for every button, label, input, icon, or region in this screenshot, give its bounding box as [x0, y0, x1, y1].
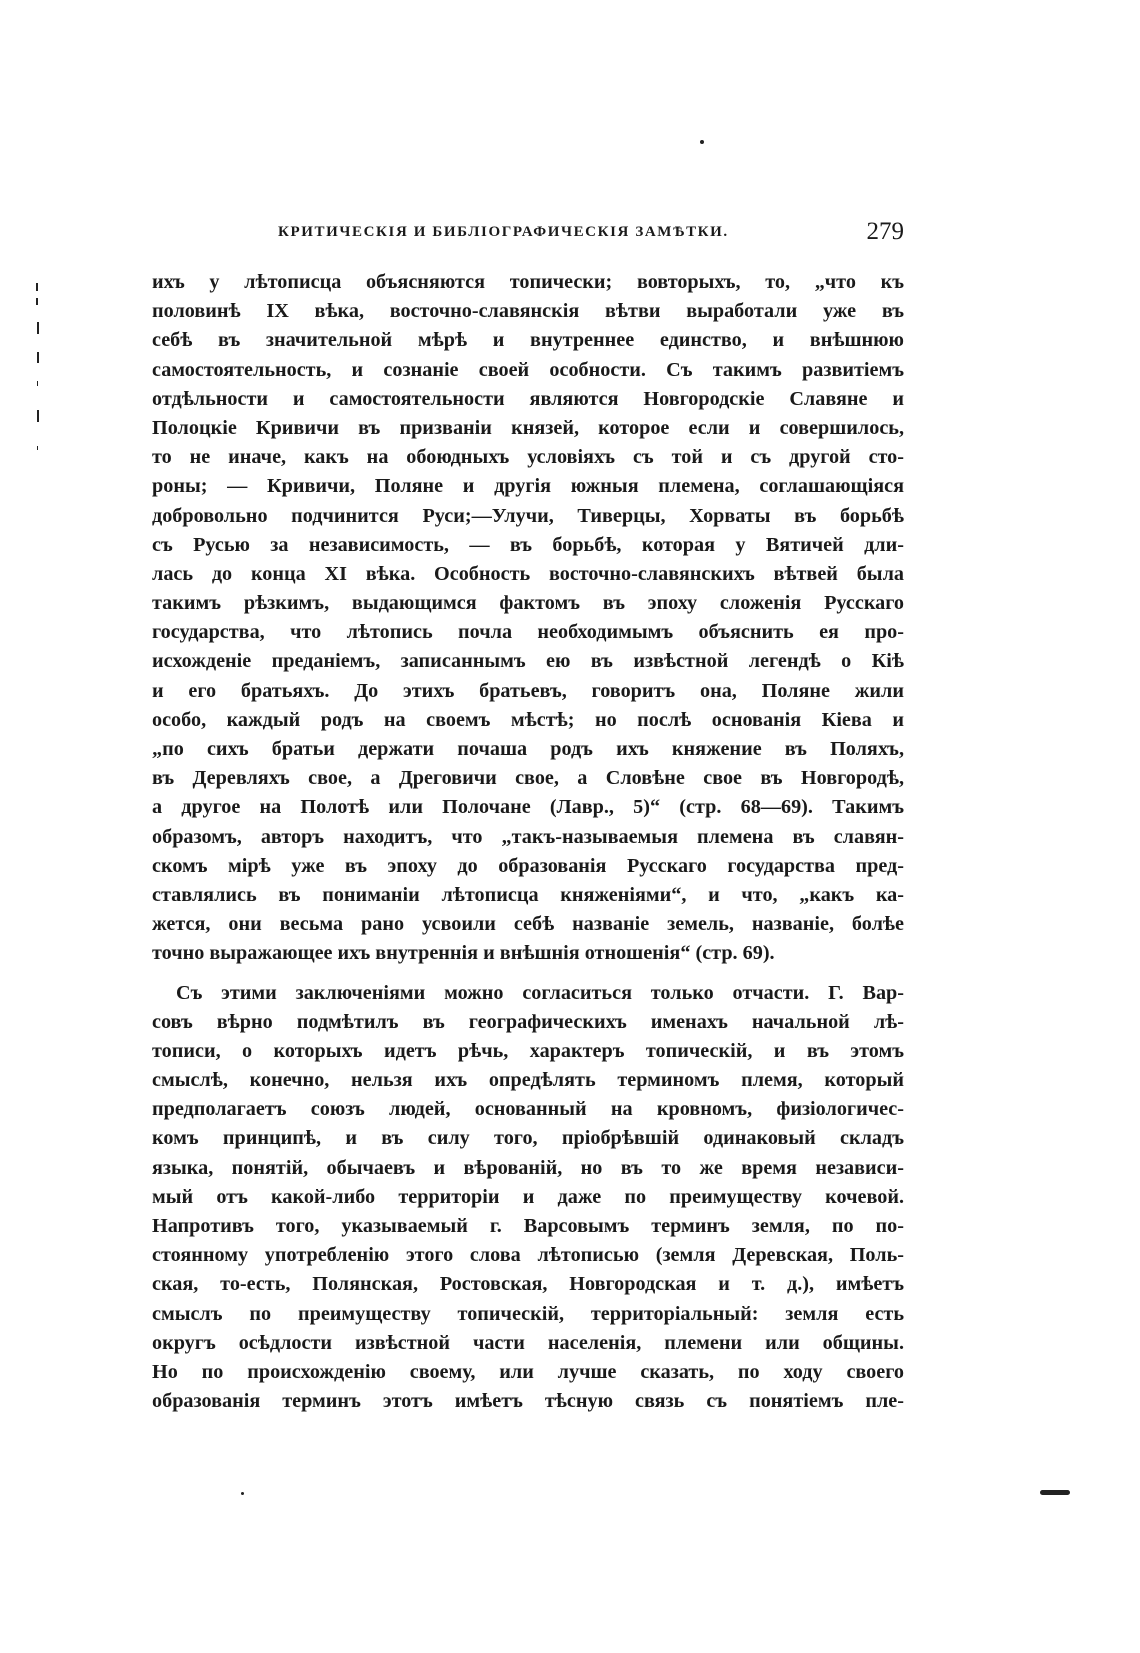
text-line: ская, то-есть, Полянская, Ростовская, Новгородская и т. д.), имѣетъ	[152, 1273, 904, 1296]
text-line: языка, понятій, обычаевъ и вѣрованій, но въ то же время независи-	[152, 1156, 904, 1179]
text-line: половинѣ IX вѣка, восточно-славянскія вѣтви выработали уже въ	[152, 300, 904, 323]
text-line: лась до конца XI вѣка. Особность восточно-славянскихъ вѣтвей была	[152, 562, 904, 585]
text-line: комъ принципѣ, и въ силу того, пріобрѣвшій одинаковый складъ	[152, 1127, 904, 1150]
margin-tick	[36, 283, 38, 291]
text-line: исхожденіе преданіемъ, записаннымъ ею въ извѣстной легендѣ о Кіѣ	[152, 650, 904, 673]
text-line: въ Деревляхъ свое, а Дреговичи свое, а Словѣне свое въ Новгородѣ,	[152, 767, 904, 790]
margin-tick	[37, 352, 39, 363]
text-line: добровольно подчинится Руси;—Улучи, Тиверцы, Хорваты въ борьбѣ	[152, 504, 904, 527]
text-line: Полоцкіе Кривичи въ призваніи князей, которое если и совершилось,	[152, 416, 904, 439]
margin-tick	[37, 410, 39, 422]
scan-dot	[241, 1492, 244, 1495]
text-line: жется, они весьма рано усвоили себѣ названіе земель, названіе, болѣе	[152, 913, 904, 936]
text-line: такимъ рѣзкимъ, выдающимся фактомъ въ эпоху сложенія Русскаго	[152, 592, 904, 615]
text-line: роны; — Кривичи, Поляне и другія южныя племена, соглашающіяся	[152, 475, 904, 498]
text-line: самостоятельность, и сознаніе своей особности. Съ такимъ развитіемъ	[152, 358, 904, 381]
text-line: смыслъ по преимуществу топическій, территоріальный: земля есть	[152, 1302, 904, 1325]
text-line: образованія терминъ этотъ имѣетъ тѣсную связь съ понятіемъ пле-	[152, 1390, 904, 1413]
text-line: точно выражающее ихъ внутреннія и внѣшнія отношенія“ (стр. 69).	[152, 942, 775, 965]
margin-tick	[36, 298, 38, 305]
text-line: Съ этими заключеніями можно согласиться только отчасти. Г. Вар-	[176, 981, 904, 1004]
paragraph-1	[152, 268, 904, 969]
text-line: совъ вѣрно подмѣтилъ въ географическихъ именахъ начальной лѣ-	[152, 1010, 904, 1033]
text-line: особо, каждый родъ на своемъ мѣстѣ; но послѣ основанія Кіева и	[152, 708, 904, 731]
margin-tick	[37, 322, 39, 334]
text-line: „по сихъ братьи держати почаша родъ ихъ княжение въ Поляхъ,	[152, 738, 904, 760]
margin-tick	[37, 381, 38, 386]
text-line: смыслѣ, конечно, нельзя ихъ опредѣлять терминомъ племя, который	[152, 1069, 904, 1092]
text-line: Но по происхожденію своему, или лучше сказать, по ходу своего	[152, 1360, 904, 1383]
text-line: отдѣльности и самостоятельности являются Новгородскіе Славяне и	[152, 387, 904, 410]
page-header	[268, 218, 904, 250]
paragraph-2	[152, 979, 904, 1417]
text-line: и его братьяхъ. До этихъ братьевъ, говоритъ она, Поляне жили	[152, 679, 904, 702]
text-line: то не иначе, какъ на обоюдныхъ условіяхъ съ той и съ другой сто-	[152, 446, 904, 469]
scan-dot	[700, 140, 704, 144]
text-line: себѣ въ значительной мѣрѣ и внутреннее единство, и внѣшнюю	[152, 329, 904, 352]
text-line: съ Русью за независимость, — въ борьбѣ, которая у Вятичей дли-	[152, 533, 904, 556]
text-line: государства, что лѣтопись почла необходимымъ объяснить ея про-	[152, 621, 904, 644]
text-line: ставлялись въ пониманіи лѣтописца княженіями“, и что, „какъ ка-	[152, 883, 904, 906]
text-line: округъ осѣдлости извѣстной части населенія, племени или общины.	[152, 1331, 904, 1354]
text-line: тописи, о которыхъ идетъ рѣчь, характеръ топическій, и въ этомъ	[152, 1039, 904, 1062]
running-title: КРИТИЧЕСКІЯ И БИБЛІОГРАФИЧЕСКІЯ ЗАМѢТКИ.	[278, 224, 729, 240]
text-line: скомъ мірѣ уже въ эпоху до образованія Русскаго государства пред-	[152, 854, 904, 877]
text-line: мый отъ какой-либо территоріи и даже по преимуществу кочевой.	[152, 1185, 904, 1208]
text-line: предполагаетъ союзъ людей, основанный на кровномъ, физіологичес-	[152, 1098, 904, 1121]
text-line: а другое на Полотѣ или Полочане (Лавр., 5)“ (стр. 68—69). Такимъ	[152, 796, 904, 819]
body-text	[152, 268, 904, 1416]
page-number: 279	[866, 218, 904, 245]
text-line: образомъ, авторъ находитъ, что „такъ-называемыя племена въ славян-	[152, 825, 904, 848]
text-line: ихъ у лѣтописца объясняются топически; вовторыхъ, то, „что къ	[152, 271, 904, 293]
text-line: Напротивъ того, указываемый г. Варсовымъ терминъ земля, по по-	[152, 1215, 904, 1237]
text-line: стоянному употребленію этого слова лѣтописью (земля Деревская, Поль-	[152, 1244, 904, 1267]
margin-tick	[37, 446, 38, 450]
edge-dash	[1040, 1490, 1070, 1495]
